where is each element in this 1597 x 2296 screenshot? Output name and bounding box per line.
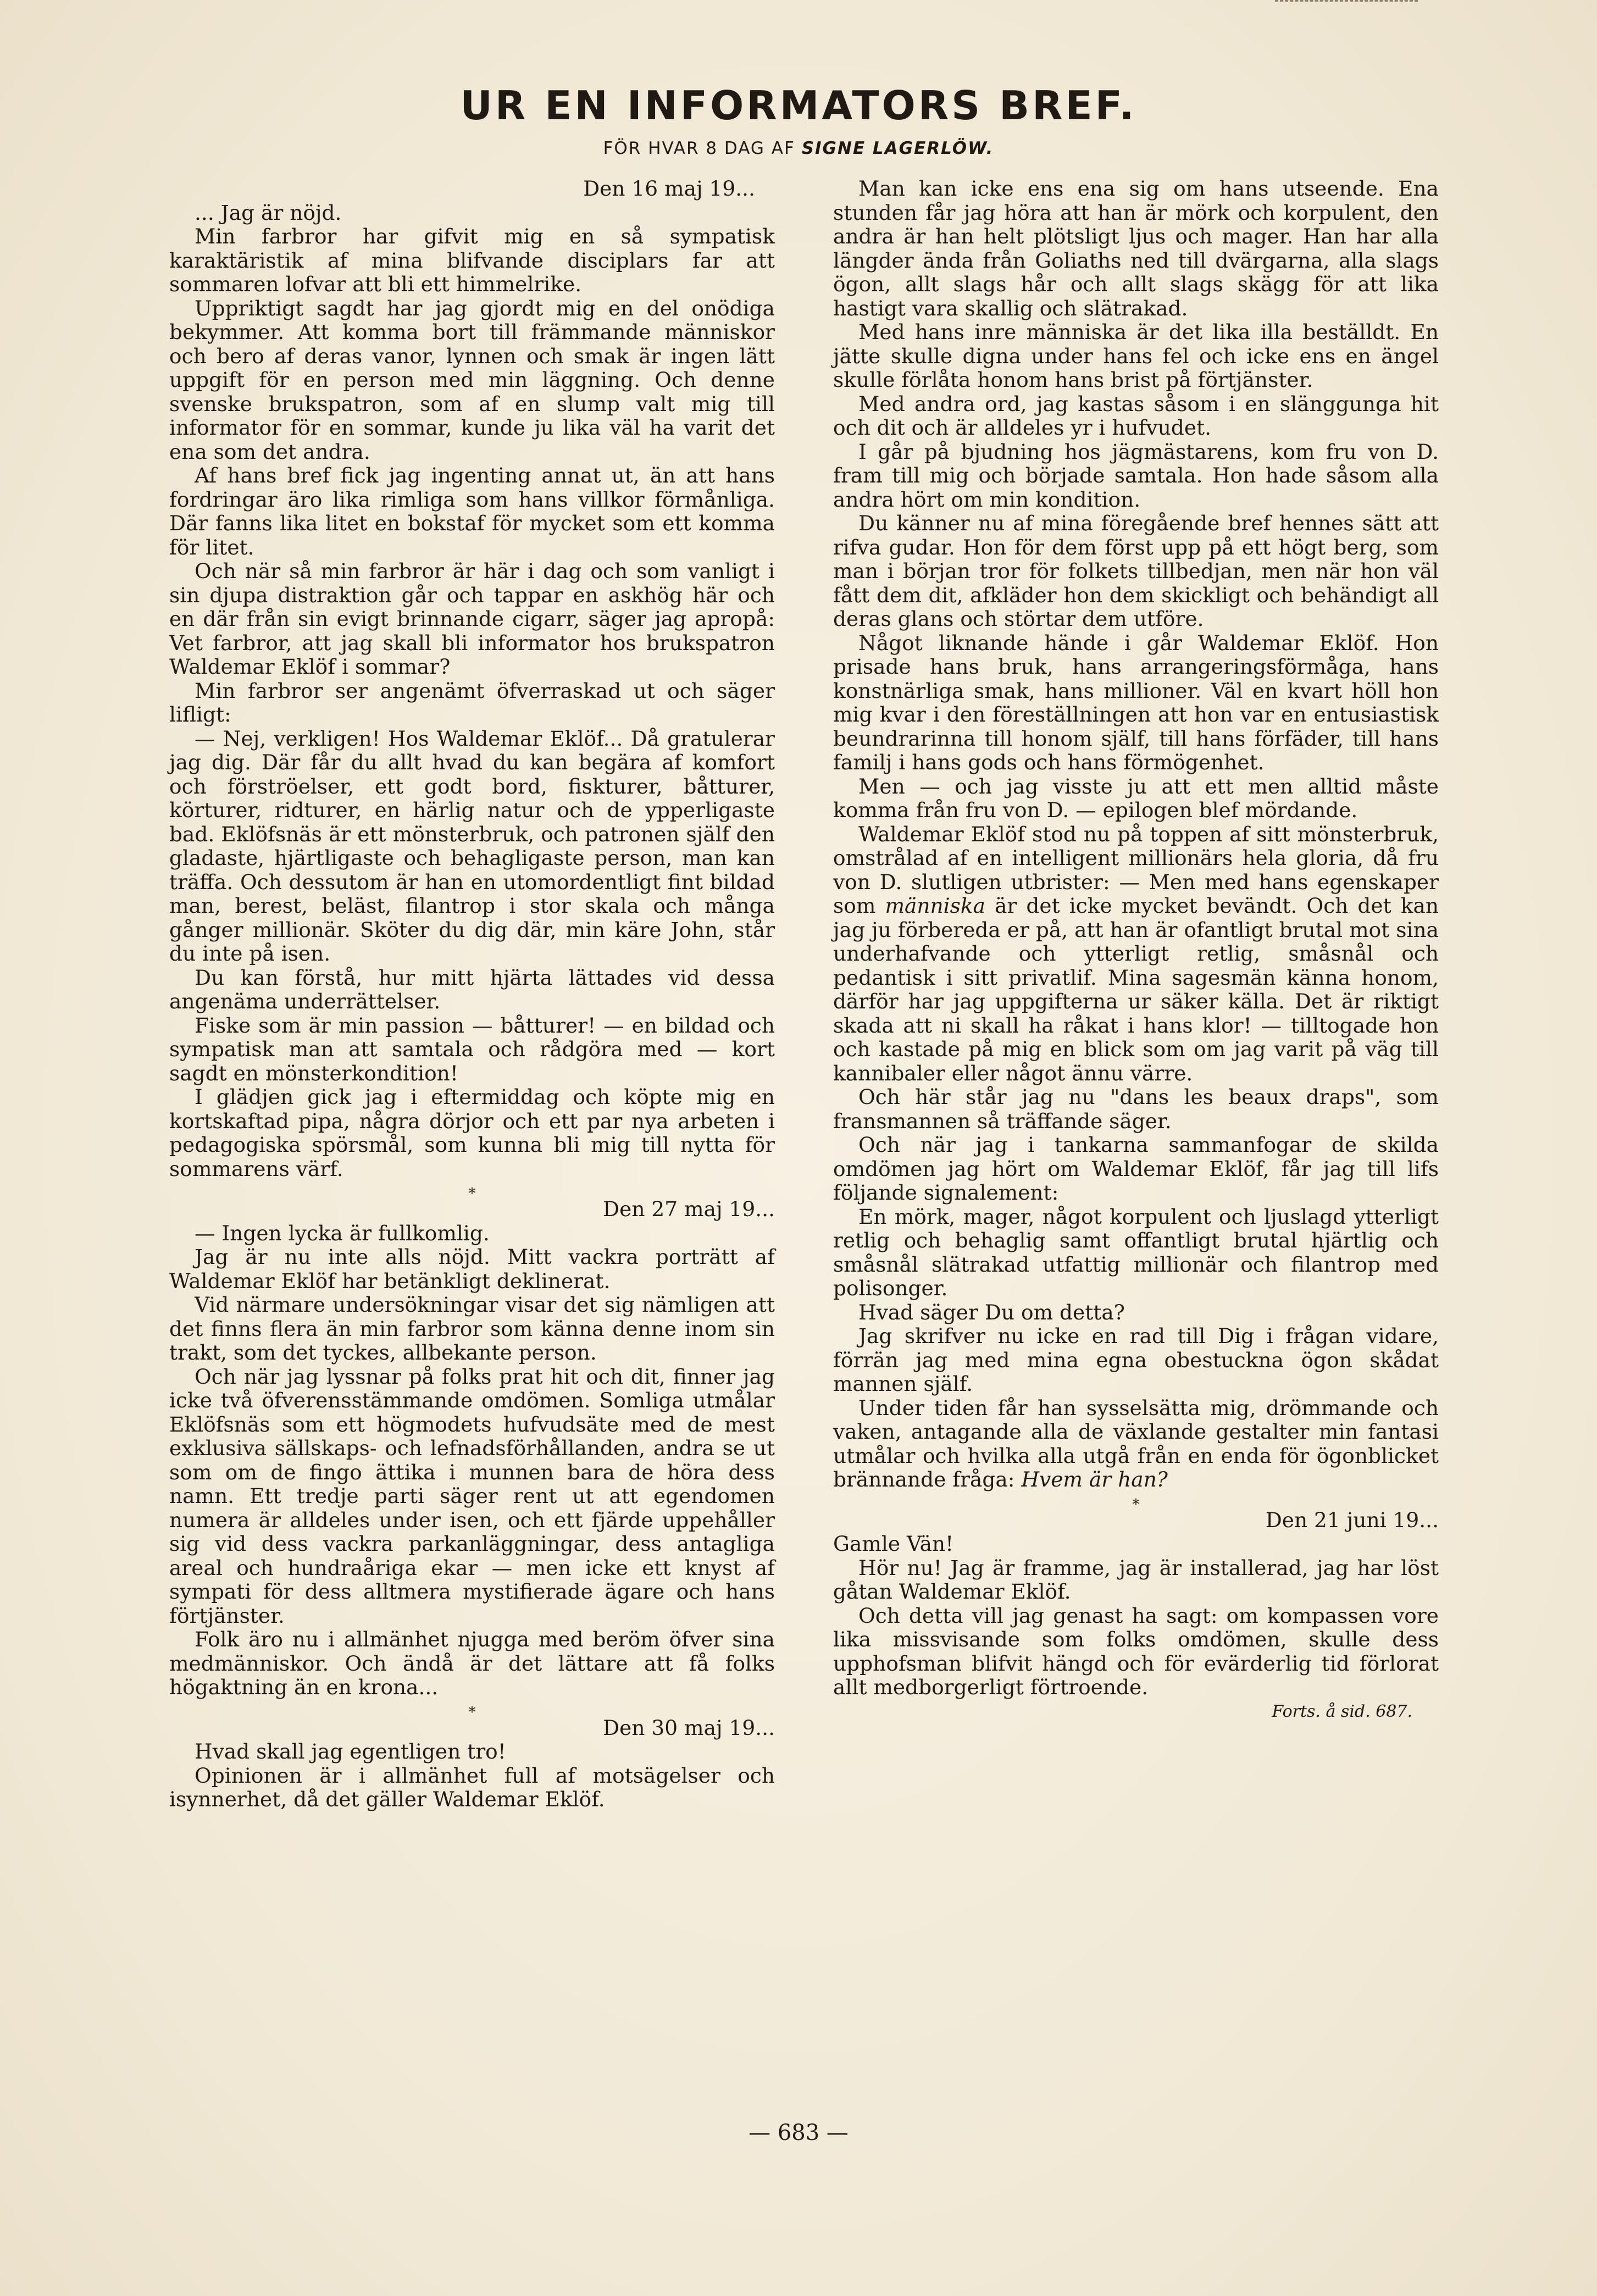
section-separator: * [1132,1496,1140,1513]
paragraph: Du kan förstå, hur mitt hjärta lättades vid dessa angenäma underrättelser. [169,965,775,1013]
paragraph: Jag är nu inte alls nöjd. Mitt vackra porträtt af Waldemar Eklöf har betänkligt deklinerat. [169,1245,775,1293]
paragraph: Folk äro nu i allmänhet njugga med beröm öfver sina medmänniskor. Och ändå är det lättare att få folks högaktning än en krona... [169,1627,775,1699]
paragraph: Och när så min farbror är här i dag och som vanligt i sin djupa distraktion går och tappar en askhög här och en där från sin evigt brinnande cigarr, säger jag apropå: Vet farbror, att jag skall bli informator hos brukspatron Waldemar Eklöf i sommar? [169,559,775,679]
paragraph: Du känner nu af mina föregående bref hennes sätt att rifva gudar. Hon för dem först upp på ett högt berg, som man i början tror för folkets tillbedjan, men när hon väl fått dem dit, afkläder hon dem skickligt och behändigt all deras glans och störtar dem utföre. [833,511,1439,631]
section-separator: * [468,1185,476,1202]
paragraph: Hvad skall jag egentligen tro! [195,1739,506,1763]
text-run: Under tiden får han sysselsätta mig, drömmande och vaken, antagande alla de växlande gestalter min fantasi utmålar och hvilka alla utgå från en enda för ögonblicket brännande fråga: [833,1395,1439,1491]
paragraph: Fiske som är min passion — båtturer! — en bildad och sympatisk man att samtala och rådgöra med — kort sagdt en mönsterkondition! [169,1013,775,1085]
paragraph: — Nej, verkligen! Hos Waldemar Eklöf... Då gratulerar jag dig. Där får du allt hvad du kan begära af komfort och förströelser, ett godt bord, fiskturer, båtturer, körturer, ridturer, en härlig natur och de ypperligaste bad. Eklöfsnäs är ett mönsterbruk, och patronen själf den gladaste, hjärtligaste och behagligaste person, man kan träffa. Och dessutom är han en utomordentligt fint bildad man, berest, beläst, filantrop i stor skala och många gånger millionär. Sköter du dig där, min käre John, står du inte på isen. [169,726,775,966]
byline [0,138,1597,158]
paragraph: Och när jag i tankarna sammanfogar de skilda omdömen jag hört om Waldemar Eklöf, får jag till lifs följande signalement: [833,1133,1439,1205]
text-run: är det icke mycket bevändt. Och det kan jag ju förbereda er på, att han är ofantligt brutal mot sina underhafvande och ytterligt retlig, småsnål och pedantisk i sitt privatlif. Mina sagesmän känna honom, därför har jag uppgifterna ur säker källa. Det är riktigt skada att ni skall ha råkat i hans klor! — tilltogade hon och kastade på mig en blick som om jag varit på väg till kannibaler eller något ännu värre. [833,894,1439,1085]
paragraph: Med andra ord, jag kastas såsom i en slänggunga hit och dit och är alldeles yr i hufvudet. [833,391,1439,440]
paragraph: Jag skrifver nu icke en rad till Dig i frågan vidare, förrän jag med mina egna obestuckna ögon skådat mannen själf. [833,1324,1439,1396]
right-column [833,177,1439,1723]
article-title: UR EN INFORMATORS BREF. [460,82,1137,129]
letter-date: Den 30 maj 19... [603,1715,775,1740]
paragraph: I går på bjudning hos jägmästarens, kom fru von D. fram till mig och började samtala. Hon hade såsom alla andra hört om min kondition. [833,439,1439,512]
paragraph [833,1396,1439,1492]
letter-date: Den 27 maj 19... [603,1197,775,1221]
emphasis-text: Hvem är han? [1021,1467,1168,1491]
paragraph: Af hans bref fick jag ingenting annat ut, än att hans fordringar äro lika rimliga som hans villkor förmånliga. Där fanns lika litet en bokstaf för mycket som ett komma för litet. [169,463,775,559]
paragraph: Hvad säger Du om detta? [858,1300,1125,1324]
paragraph: Och här står jag nu "dans les beaux draps", som fransmannen så träffande säger. [833,1085,1439,1133]
paragraph [833,823,1439,1086]
paragraph: Uppriktigt sagdt har jag gjordt mig en del onödiga bekymmer. Att komma bort till främmande människor och bero af deras vanor, lynnen och smak är ingen lätt uppgift för en person med min läggning. Och denne svenske brukspatron, som af en slump valt mig till informator för en sommar, kunde ju lika väl ha varit det ena som det andra. [169,296,775,464]
paragraph: En mörk, mager, något korpulent och ljuslagd ytterligt retlig och behaglig samt offantligt brutal hjärtlig och småsnål slätrakad utfattig millionär och filantrop med polisonger. [833,1204,1439,1300]
paragraph: Opinionen är i allmänhet full af motsägelser och isynnerhet, då det gäller Waldemar Eklöf. [169,1763,775,1811]
paragraph: Med hans inre människa är det lika illa beställdt. En jätte skulle digna under hans fel och icke ens en ängel skulle förlåta honom hans brist på förtjänster. [833,320,1439,392]
paragraph: I glädjen gick jag i eftermiddag och köpte mig en kortskaftad pipa, några dörjor och ett par nya arbeten i pedagogiska spörsmål, som kunna bli mig till nytta för sommarens värf. [169,1085,775,1181]
paragraph: Min farbror ser angenämt öfverraskad ut och säger lifligt: [169,678,775,726]
paragraph: Hör nu! Jag är framme, jag är installerad, jag har löst gåtan Waldemar Eklöf. [833,1555,1439,1604]
paragraph: — Ingen lycka är fullkomlig. [195,1221,490,1245]
paragraph: ... Jag är nöjd. [195,200,342,225]
paragraph: Och när jag lyssnar på folks prat hit och dit, finner jag icke två öfverensstämmande omdömen. Somliga utmålar Eklöfsnäs som ett högmodets hufvudsäte med de mest exklusiva sällskaps- och lefnadsförhållanden, andra se ut som om de fingo ättika i munnen bara de höra dess namn. Ett tredje parti säger rent ut att egendomen numera är alldeles under isen, och ett fjärde uppehåller sig vid dess vackra parkanläggningar, dess antagliga areal och hundraåriga ekar — men icke ett knyst af sympati för dess alltmera mystifierade ägare och hans förtjänster. [169,1364,775,1628]
byline-prefix: FÖR HVAR 8 DAG AF [603,138,795,158]
paragraph: Man kan icke ens ena sig om hans utseende. Ena stunden får jag höra att han är mörk och korpulent, den andra är han helt plötsligt ljus och mager. Han har alla längder ända från Goliaths ned till dvärgarna, alla slags ögon, allt slags hår och allt slags skägg för att lika hastigt vara skallig och slätrakad. [833,176,1439,320]
left-column [169,177,775,1812]
paragraph: Vid närmare undersökningar visar det sig nämligen att det finns flera än min farbror som känna denne inom sin trakt, som det tyckes, allbekante person. [169,1293,775,1365]
paragraph: Min farbror har gifvit mig en så sympatisk karaktäristik af mina blifvande disciplars far att sommaren lofvar att bli ett himmelrike. [169,224,775,296]
paragraph: Men — och jag visste ju att ett men alltid måste komma från fru von D. — epilogen blef mördande. [833,774,1439,822]
emphasis-text: människa [885,894,985,918]
paragraph: Något liknande hände i går Waldemar Eklöf. Hon prisade hans bruk, hans arrangeringsförmåga, hans konstnärliga smak, hans millioner. Väl en kvart höll hon mig kvar i den föreställningen att hon var en entusiastisk beundrarinna till honom själf, till hans förfäder, till hans familj i hans gods och hans förmögenhet. [833,630,1439,774]
paragraph: Och detta vill jag genast ha sagt: om kompassen vore lika missvisande som folks omdömen, skulle dess upphofsman blifvit hängd och för evärderlig tid förlorat allt medborgerligt förtroende. [833,1603,1439,1699]
letter-date: Den 16 maj 19... [583,176,755,201]
page-number: — 683 — [748,2120,849,2145]
author-name: SIGNE LAGERLÖW. [801,138,994,158]
text-run: Waldemar Eklöf stod nu på toppen af sitt mönsterbruk, omstrålad af en intelligent millionärs hela gloria, då fru von D. slutligen utbrister: — Men med hans egenskaper som [833,822,1439,918]
greeting: Gamle Vän! [833,1532,954,1556]
section-separator: * [468,1704,476,1721]
continuation-note: Forts. å sid. 687. [1272,1701,1412,1721]
top-edge-dashes [1275,0,1418,2]
letter-date: Den 21 juni 19... [1265,1507,1439,1532]
